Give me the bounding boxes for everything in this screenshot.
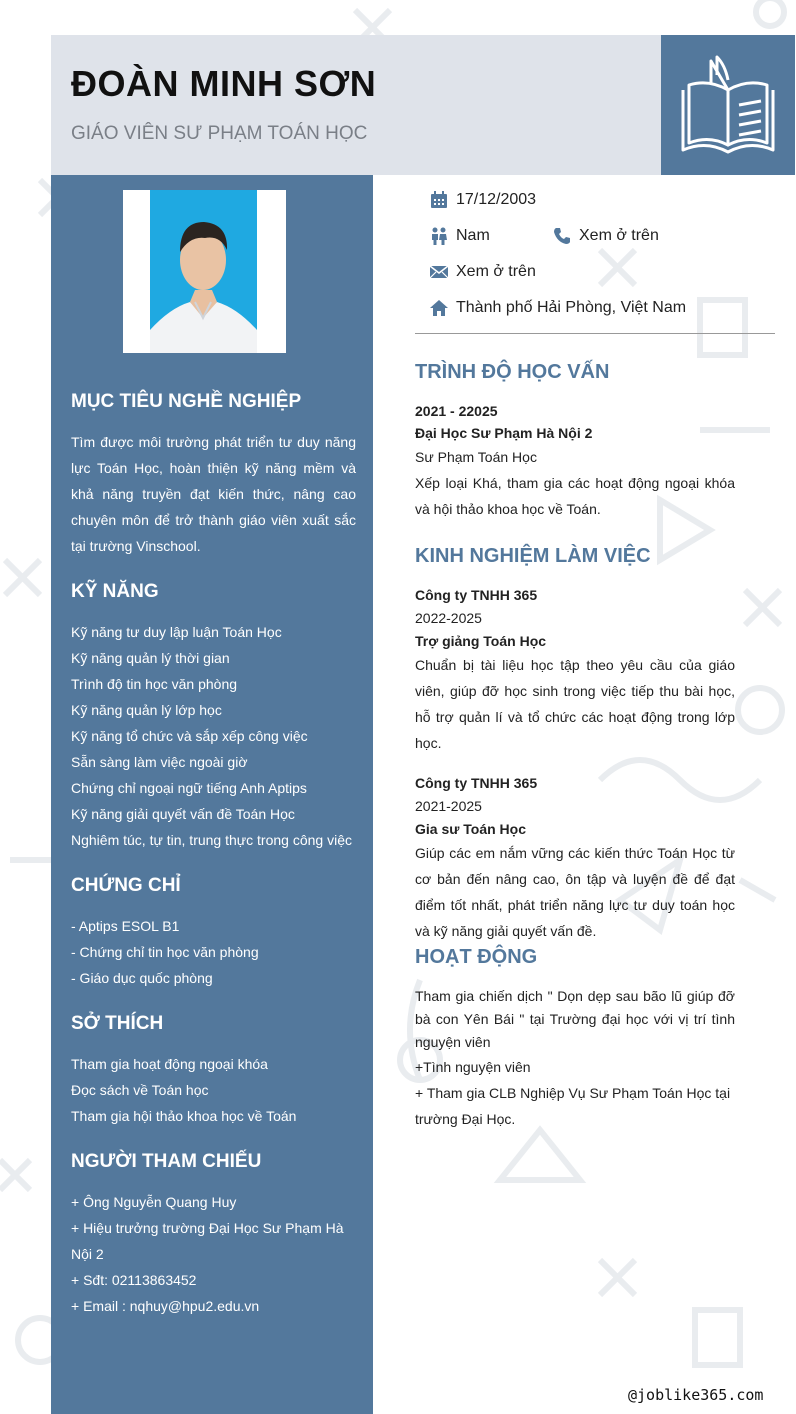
people-icon (430, 227, 448, 245)
dob-value: 17/12/2003 (456, 191, 537, 208)
address-row (430, 299, 686, 317)
activity-item: Tham gia chiến dịch " Dọn dẹp sau bão lũ giúp đỡ bà con Yên Bái " tại Trường đại học với vị trí tình nguyện viên (415, 988, 735, 1050)
certificate-item: - Chứng chỉ tin học văn phòng (71, 944, 259, 960)
activities-heading: HOẠT ĐỘNG (415, 946, 538, 968)
candidate-title: GIÁO VIÊN SƯ PHẠM TOÁN HỌC (71, 123, 368, 144)
phone-value: Xem ở trên (579, 227, 659, 244)
job-company: Công ty TNHH 365 (415, 775, 538, 791)
education-section (415, 361, 735, 522)
reference-item: + Sđt: 02113863452 (71, 1272, 197, 1288)
phone-icon (553, 227, 571, 245)
gender-row (430, 227, 490, 245)
skill-item: Kỹ năng quản lý lớp học (71, 702, 222, 718)
certificates-heading: CHỨNG CHỈ (71, 875, 181, 896)
activities-section (415, 946, 735, 1132)
job-company: Công ty TNHH 365 (415, 587, 538, 603)
hobby-item: Tham gia hoạt động ngoại khóa (71, 1056, 268, 1072)
job-period: 2022-2025 (415, 610, 482, 626)
experience-section (415, 545, 735, 944)
email-value: Xem ở trên (456, 263, 536, 280)
education-heading: TRÌNH ĐỘ HỌC VẤN (415, 361, 610, 383)
experience-heading: KINH NGHIỆM LÀM VIỆC (415, 545, 651, 567)
reference-item: + Email : nqhuy@hpu2.edu.vn (71, 1298, 260, 1314)
skills-heading: KỸ NĂNG (71, 581, 159, 602)
hobby-item: Tham gia hội thảo khoa học về Toán (71, 1108, 297, 1124)
skills-section (71, 581, 356, 853)
activity-item: +Tình nguyện viên (415, 1059, 531, 1075)
certificate-item: - Aptips ESOL B1 (71, 918, 180, 934)
job-entry (415, 584, 735, 756)
skill-item: Sẵn sàng làm việc ngoài giờ (71, 754, 248, 770)
hobby-item: Đọc sách về Toán học (71, 1082, 209, 1098)
skill-item: Chứng chỉ ngoại ngữ tiếng Anh Aptips (71, 780, 307, 796)
references-section (71, 1151, 356, 1319)
activity-item: + Tham gia CLB Nghiệp Vụ Sư Phạm Toán Học tại trường Đại Học. (415, 1085, 731, 1127)
hobbies-heading: SỞ THÍCH (71, 1013, 164, 1034)
candidate-name: ĐOÀN MINH SƠN (71, 63, 377, 104)
education-major: Sư Phạm Toán Học (415, 449, 537, 465)
job-entry (415, 772, 735, 944)
reference-item: + Hiệu trưởng trường Đại Học Sư Phạm Hà Nội 2 (71, 1220, 344, 1262)
certificates-section (71, 875, 356, 991)
skill-item: Kỹ năng tổ chức và sắp xếp công việc (71, 728, 308, 744)
logo-box (661, 35, 795, 175)
address-value: Thành phố Hải Phòng, Việt Nam (456, 299, 687, 316)
skill-item: Kỹ năng tư duy lập luận Toán Học (71, 624, 282, 640)
skill-item: Kỹ năng quản lý thời gian (71, 650, 230, 666)
education-description: Xếp loại Khá, tham gia các hoạt động ngoại khóa và hội thảo khoa học về Toán. (415, 475, 735, 517)
job-description: Chuẩn bị tài liệu học tập theo yêu cầu của giáo viên, giúp đỡ học sinh trong việc tiếp thu bài học, hỗ trợ quản lí và tổ chức các hoạt động trong lớp học. (415, 657, 735, 751)
job-role: Trợ giảng Toán Học (415, 633, 547, 649)
job-description: Giúp các em nắm vững các kiến thức Toán Học từ cơ bản đến nâng cao, ôn tập và luyện đề để đạt điểm tốt nhất, phát triển năng lực tư duy toán học và kỹ năng giải quyết vấn đề. (415, 845, 735, 939)
header-banner (51, 35, 661, 175)
profile-photo (123, 190, 286, 353)
phone-row (553, 227, 659, 245)
objective-text: Tìm được môi trường phát triển tư duy năng lực Toán Học, hoàn thiện kỹ năng mềm và khả năng truyền đạt kiến thức, nâng cao chuyên môn để trở thành giáo viên xuất sắc tại trường Vinschool. (71, 434, 356, 554)
objective-section (71, 391, 356, 559)
job-role: Gia sư Toán Học (415, 821, 527, 837)
skill-item: Trình độ tin học văn phòng (71, 676, 238, 692)
envelope-icon (430, 263, 448, 281)
hobbies-section (71, 1013, 356, 1129)
skill-item: Nghiêm túc, tự tin, trung thực trong công việc (71, 832, 352, 848)
education-school: Đại Học Sư Phạm Hà Nội 2 (415, 425, 593, 441)
gender-value: Nam (456, 227, 490, 244)
dob-row (430, 191, 536, 209)
job-period: 2021-2025 (415, 798, 482, 814)
education-period: 2021 - 22025 (415, 403, 498, 419)
sidebar (51, 175, 373, 1414)
watermark-text: @joblike365.com (628, 1386, 764, 1404)
objective-heading: MỤC TIÊU NGHỀ NGHIỆP (71, 391, 302, 412)
references-heading: NGƯỜI THAM CHIẾU (71, 1151, 262, 1172)
skill-item: Kỹ năng giải quyết vấn đề Toán Học (71, 806, 295, 822)
email-row (430, 263, 536, 281)
reference-item: + Ông Nguyễn Quang Huy (71, 1194, 237, 1210)
open-book-icon (661, 35, 795, 175)
divider (415, 333, 775, 334)
certificate-item: - Giáo dục quốc phòng (71, 970, 213, 986)
home-icon (430, 299, 448, 317)
calendar-icon (430, 191, 448, 209)
